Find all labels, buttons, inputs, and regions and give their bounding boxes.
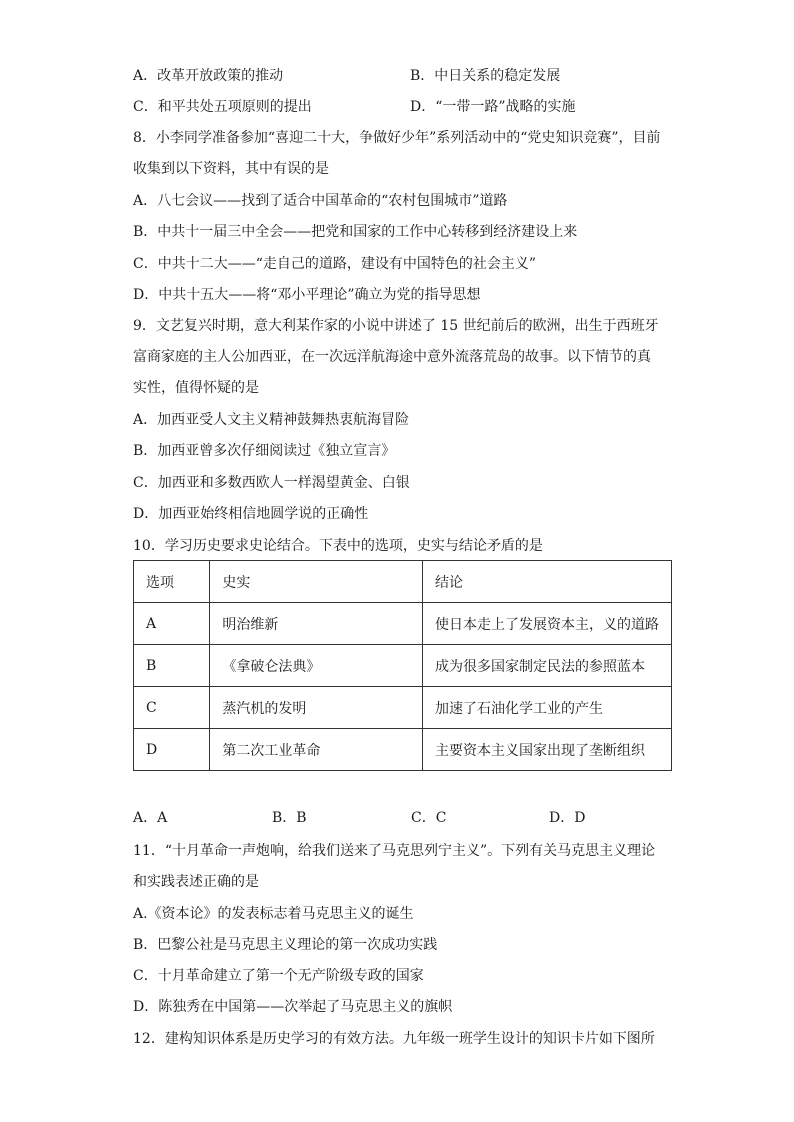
q9-option-c: C．加西亚和多数西欧人一样渴望黄金、白银	[133, 475, 410, 491]
table-cell: A	[134, 603, 210, 645]
table-header-cell: 史实	[210, 561, 423, 603]
q7-option-c: C．和平共处五项原则的提出	[133, 99, 312, 115]
table-cell: 明治维新	[210, 603, 423, 645]
table-cell: 《拿破仑法典》	[210, 645, 423, 687]
table-cell: B	[134, 645, 210, 687]
q11-option-a: A.《资本论》的发表标志着马克思主义的诞生	[133, 906, 414, 922]
q10-option-d: D．D	[549, 810, 586, 826]
q7-option-b: B．中日关系的稳定发展	[410, 68, 561, 84]
table-header-cell: 结论	[422, 561, 671, 603]
table-row	[134, 645, 672, 687]
q8-option-a: A．八七会议——找到了适合中国革命的“农村包围城市”道路	[133, 193, 508, 209]
q9-option-d: D．加西亚始终相信地圆学说的正确性	[133, 506, 369, 522]
q10-table	[133, 560, 672, 771]
table-cell: 加速了石油化学工业的产生	[422, 687, 671, 729]
table-cell: 蒸汽机的发明	[210, 687, 423, 729]
q11-option-d: D．陈独秀在中国第——次举起了马克思主义的旗帜	[133, 999, 453, 1015]
table-cell: D	[134, 729, 210, 771]
q10-option-b: B．B	[272, 810, 307, 826]
q12-stem-line1: 12．建构知识体系是历史学习的有效方法。九年级一班学生设计的知识卡片如下图所	[133, 1031, 655, 1047]
q9-stem-line3: 实性，值得怀疑的是	[133, 380, 259, 396]
table-cell: C	[134, 687, 210, 729]
table-header-row	[134, 561, 672, 603]
q8-option-d: D．中共十五大——将“邓小平理论”确立为党的指导思想	[133, 287, 481, 303]
q8-option-b: B．中共十一届三中全会——把党和国家的工作中心转移到经济建设上来	[133, 224, 578, 240]
q9-stem-line1: 9．文艺复兴时期，意大利某作家的小说中讲述了 15 世纪前后的欧洲，出生于西班牙	[133, 318, 659, 334]
table-row	[134, 603, 672, 645]
table-cell: 使日本走上了发展资本主，义的道路	[422, 603, 671, 645]
q7-option-a: A．改革开放政策的推动	[133, 68, 284, 84]
q11-option-c: C．十月革命建立了第一个无产阶级专政的国家	[133, 968, 424, 984]
q10-stem: 10．学习历史要求史论结合。下表中的选项，史实与结论矛盾的是	[133, 538, 543, 554]
table-header-cell: 选项	[134, 561, 210, 603]
table-cell: 主要资本主义国家出现了垄断组织	[422, 729, 671, 771]
q11-stem-line2: 和实践表述正确的是	[133, 874, 259, 890]
table-cell: 第二次工业革命	[210, 729, 423, 771]
q7-option-d: D．“一带一路”战略的实施	[410, 99, 576, 115]
table-cell: 成为很多国家制定民法的参照蓝本	[422, 645, 671, 687]
q10-option-c: C．C	[411, 810, 447, 826]
q9-option-b: B．加西亚曾多次仔细阅读过《独立宣言》	[133, 443, 396, 459]
q8-stem-line2: 收集到以下资料，其中有误的是	[133, 161, 329, 177]
q8-option-c: C．中共十二大——“走自己的道路，建设有中国特色的社会主义”	[133, 256, 537, 272]
q8-stem-line1: 8．小李同学准备参加“喜迎二十大，争做好少年”系列活动中的“党史知识竞赛”，目前	[133, 130, 661, 146]
q9-option-a: A．加西亚受人文主义精神鼓舞热衷航海冒险	[133, 412, 410, 428]
table-row	[134, 687, 672, 729]
q11-stem-line1: 11．“十月革命一声炮响，给我们送来了马克思列宁主义”。下列有关马克思主义理论	[133, 843, 656, 859]
q11-option-b: B．巴黎公社是马克思主义理论的第一次成功实践	[133, 937, 438, 953]
q9-stem-line2: 富商家庭的主人公加西亚，在一次远洋航海途中意外流落荒岛的故事。以下情节的真	[133, 349, 651, 365]
table-row	[134, 729, 672, 771]
q10-option-a: A．A	[133, 810, 168, 826]
